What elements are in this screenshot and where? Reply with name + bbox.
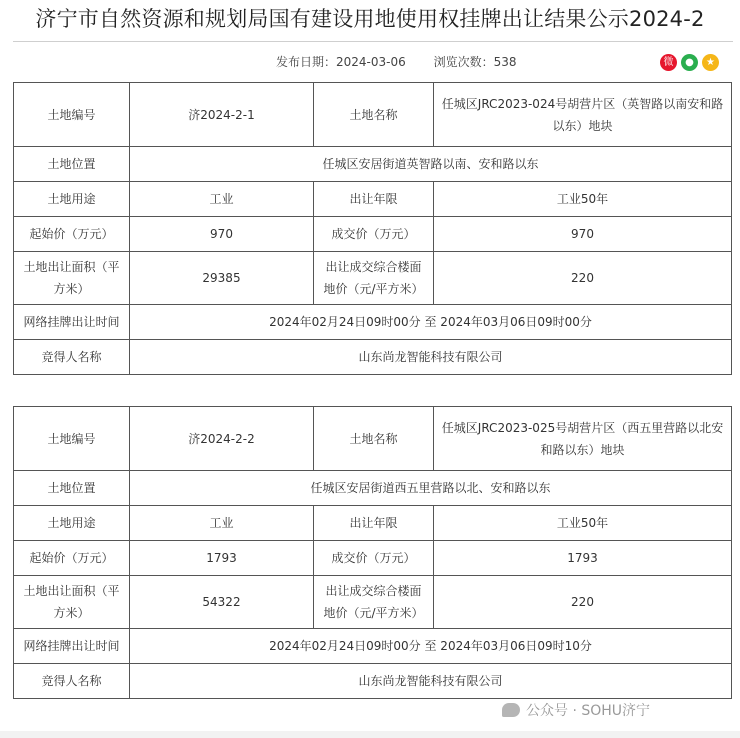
table-row xyxy=(14,471,732,506)
title-divider xyxy=(13,41,733,42)
label-cell: 出让年限 xyxy=(314,182,434,217)
parcel-location: 任城区安居街道西五里营路以北、安和路以东 xyxy=(130,471,732,506)
start-price: 1793 xyxy=(130,541,314,576)
table-row xyxy=(14,664,732,699)
table-row xyxy=(14,576,732,629)
parcel-term: 工业50年 xyxy=(434,182,732,217)
table-row xyxy=(14,629,732,664)
weibo-icon[interactable]: 微 xyxy=(660,54,677,71)
label-cell: 起始价（万元） xyxy=(14,541,130,576)
table-row xyxy=(14,541,732,576)
label-cell: 土地编号 xyxy=(14,407,130,471)
footer-strip xyxy=(0,731,740,738)
label-cell: 成交价（万元） xyxy=(314,541,434,576)
table-row xyxy=(14,147,732,182)
floor-price: 220 xyxy=(434,576,732,629)
label-cell: 土地出让面积（平方米） xyxy=(14,576,130,629)
winner-name: 山东尚龙智能科技有限公司 xyxy=(130,664,732,699)
table-row xyxy=(14,305,732,340)
label-cell: 土地用途 xyxy=(14,182,130,217)
label-cell: 土地编号 xyxy=(14,83,130,147)
listing-time: 2024年02月24日09时00分 至 2024年03月06日09时00分 xyxy=(130,305,732,340)
watermark-text: 公众号 · SOHU济宁 xyxy=(526,703,651,719)
watermark xyxy=(502,700,650,720)
parcel-term: 工业50年 xyxy=(434,506,732,541)
label-cell: 土地位置 xyxy=(14,471,130,506)
table-row xyxy=(14,217,732,252)
label-cell: 土地名称 xyxy=(314,407,434,471)
wechat-icon[interactable]: ● xyxy=(681,54,698,71)
label-cell: 土地名称 xyxy=(314,83,434,147)
table-row xyxy=(14,506,732,541)
label-cell: 出让成交综合楼面地价（元/平方米） xyxy=(314,576,434,629)
parcel-area: 29385 xyxy=(130,252,314,305)
label-cell: 出让成交综合楼面地价（元/平方米） xyxy=(314,252,434,305)
label-cell: 土地位置 xyxy=(14,147,130,182)
label-cell: 起始价（万元） xyxy=(14,217,130,252)
label-cell: 竞得人名称 xyxy=(14,340,130,375)
qzone-icon[interactable]: ★ xyxy=(702,54,719,71)
table-row xyxy=(14,252,732,305)
article-meta xyxy=(276,53,516,70)
label-cell: 竞得人名称 xyxy=(14,664,130,699)
table-row xyxy=(14,182,732,217)
view-count: 浏览次数：538 xyxy=(433,55,517,69)
label-cell: 网络挂牌出让时间 xyxy=(14,629,130,664)
label-cell: 网络挂牌出让时间 xyxy=(14,305,130,340)
parcel-location: 任城区安居街道英智路以南、安和路以东 xyxy=(130,147,732,182)
parcel-use: 工业 xyxy=(130,182,314,217)
parcel-use: 工业 xyxy=(130,506,314,541)
parcel-name: 任城区JRC2023-024号胡营片区（英智路以南安和路以东）地块 xyxy=(434,83,732,147)
table-row xyxy=(14,407,732,471)
parcel-area: 54322 xyxy=(130,576,314,629)
publish-date: 发布日期：2024-03-06 xyxy=(276,55,406,69)
deal-price: 1793 xyxy=(434,541,732,576)
parcel-table-2 xyxy=(13,406,732,699)
wechat-official-account-icon xyxy=(502,703,520,717)
parcel-table-1 xyxy=(13,82,732,375)
parcel-name: 任城区JRC2023-025号胡营片区（西五里营路以北安和路以东）地块 xyxy=(434,407,732,471)
parcel-no: 济2024-2-1 xyxy=(130,83,314,147)
floor-price: 220 xyxy=(434,252,732,305)
table-row xyxy=(14,340,732,375)
parcel-no: 济2024-2-2 xyxy=(130,407,314,471)
page-title: 济宁市自然资源和规划局国有建设用地使用权挂牌出让结果公示2024-2 xyxy=(35,7,705,31)
start-price: 970 xyxy=(130,217,314,252)
listing-time: 2024年02月24日09时00分 至 2024年03月06日09时10分 xyxy=(130,629,732,664)
label-cell: 出让年限 xyxy=(314,506,434,541)
label-cell: 成交价（万元） xyxy=(314,217,434,252)
winner-name: 山东尚龙智能科技有限公司 xyxy=(130,340,732,375)
label-cell: 土地出让面积（平方米） xyxy=(14,252,130,305)
label-cell: 土地用途 xyxy=(14,506,130,541)
deal-price: 970 xyxy=(434,217,732,252)
table-row xyxy=(14,83,732,147)
